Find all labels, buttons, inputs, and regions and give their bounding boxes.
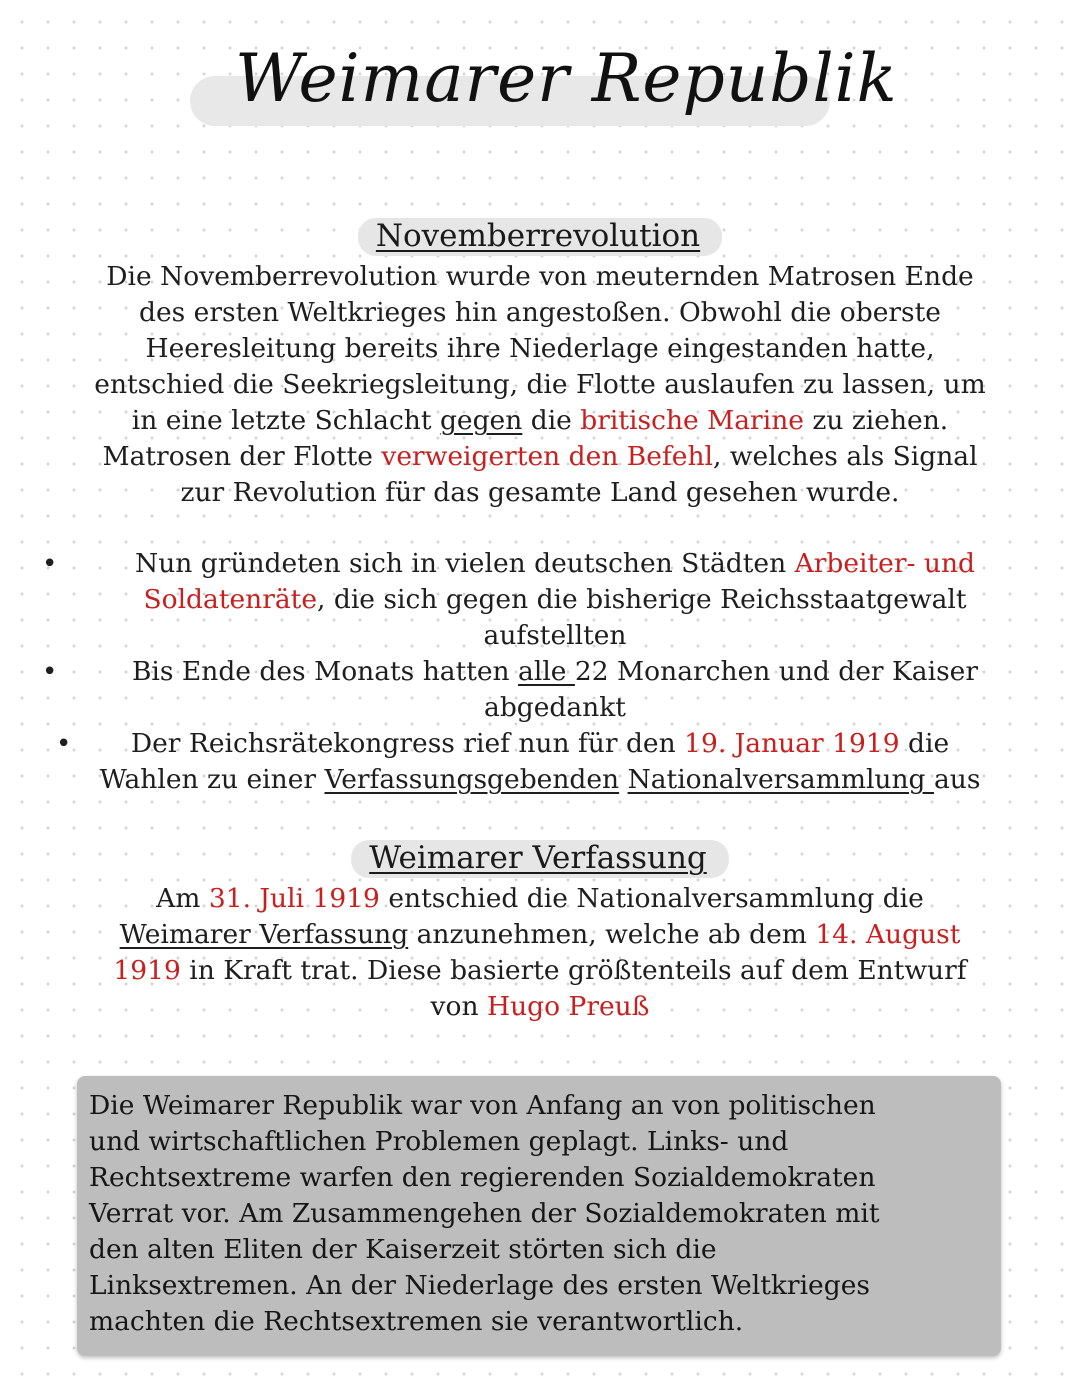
text-segment: Wahlen zu einer <box>99 764 325 795</box>
highlighted-term: verweigerten den Befehl <box>381 441 714 472</box>
text-line <box>30 726 1050 762</box>
highlighted-term: Soldatenräte <box>143 584 318 615</box>
text-line <box>60 582 1050 618</box>
text-line <box>30 762 1050 798</box>
summary-line: Verrat vor. Am Zusammengehen der Sozialdemokraten mit <box>89 1198 880 1229</box>
text-line <box>30 953 1050 989</box>
summary-line: Rechtsextreme warfen den regierenden Sozialdemokraten <box>89 1162 876 1193</box>
text-line <box>30 439 1050 475</box>
bullet-item-monarchen <box>30 654 1050 726</box>
bullet-dot: • <box>42 657 58 687</box>
text-segment: in Kraft trat. Diese basierte größtenteils auf dem Entwurf <box>180 955 967 986</box>
bullet-item-reichsraetekongress <box>30 726 1050 798</box>
section-heading-text: Novemberrevolution <box>358 218 722 256</box>
paragraph-novemberrevolution <box>30 259 1050 511</box>
text-line <box>60 654 1050 690</box>
text-segment: Am <box>156 883 209 914</box>
text-line <box>30 475 1050 511</box>
text-segment: in eine letzte Schlacht <box>131 405 440 436</box>
highlighted-term: 1919 <box>113 955 181 986</box>
underlined-term: gegen <box>439 405 523 436</box>
section-heading-novemberrevolution <box>0 218 1080 254</box>
bullet-list <box>30 546 1050 798</box>
text-segment: die <box>522 405 581 436</box>
underlined-term: alle <box>518 656 575 687</box>
text-line <box>30 259 1050 295</box>
text-segment: des ersten Weltkrieges hin angestoßen. Obwohl die oberste <box>139 297 941 328</box>
text-segment: zu ziehen. <box>803 405 949 436</box>
underlined-term: Weimarer Verfassung <box>119 919 409 950</box>
text-line <box>60 690 1050 726</box>
highlighted-term: 14. August <box>815 919 961 950</box>
text-segment: Matrosen der Flotte <box>102 441 382 472</box>
text-segment: Nun gründeten sich in vielen deutschen Städten <box>135 548 795 579</box>
page-title: Weimarer Republik <box>235 40 898 117</box>
text-segment: abgedankt <box>484 692 626 723</box>
underlined-term: Verfassungsgebenden <box>324 764 620 795</box>
summary-line: Linksextremen. An der Niederlage des ersten Weltkrieges <box>89 1270 870 1301</box>
text-line <box>30 403 1050 439</box>
bullet-text <box>30 654 1050 726</box>
highlighted-term: Arbeiter- und <box>794 548 975 579</box>
title-block <box>190 40 898 180</box>
text-segment: entschied die Nationalversammlung die <box>379 883 924 914</box>
text-line <box>60 546 1050 582</box>
underlined-term: Nationalversammlung <box>627 764 934 795</box>
text-segment: zur Revolution für das gesamte Land gesehen wurde. <box>180 477 900 508</box>
text-segment: Der Reichsrätekongress rief nun für den <box>130 728 685 759</box>
text-segment: , die sich gegen die bisherige Reichsstaatgewalt <box>317 584 967 615</box>
bullet-text <box>30 546 1050 654</box>
summary-line: Die Weimarer Republik war von Anfang an von politischen <box>89 1090 876 1121</box>
bullet-text <box>30 726 1050 798</box>
paragraph-weimarer-verfassung <box>30 881 1050 1025</box>
text-line <box>60 618 1050 654</box>
highlighted-term: 31. Juli 1919 <box>208 883 380 914</box>
text-segment: Heeresleitung bereits ihre Niederlage eingestanden hatte, <box>145 333 935 364</box>
text-segment: anzunehmen, welche ab dem <box>408 919 816 950</box>
summary-text <box>89 1088 879 1340</box>
text-segment: Die Novemberrevolution wurde von meuternden Matrosen Ende <box>106 261 974 292</box>
text-segment: von <box>430 991 487 1022</box>
section-heading-weimarer-verfassung <box>0 840 1080 876</box>
text-line <box>30 367 1050 403</box>
text-segment <box>619 764 627 795</box>
text-segment: Bis Ende des Monats hatten <box>131 656 519 687</box>
bullet-dot: • <box>56 729 72 759</box>
text-segment: die <box>899 728 950 759</box>
text-line <box>30 989 1050 1025</box>
text-line <box>30 881 1050 917</box>
highlighted-term: britische Marine <box>580 405 804 436</box>
summary-box <box>77 1076 1001 1356</box>
bullet-item-raete <box>30 546 1050 654</box>
highlighted-term: 19. Januar 1919 <box>684 728 900 759</box>
text-segment: , welches als Signal <box>713 441 978 472</box>
text-segment: aus <box>933 764 981 795</box>
highlighted-term: Hugo Preuß <box>486 991 650 1022</box>
text-line <box>30 295 1050 331</box>
summary-line: und wirtschaftlichen Problemen geplagt. Links- und <box>89 1126 789 1157</box>
section-heading-text: Weimarer Verfassung <box>351 840 729 878</box>
bullet-dot: • <box>42 549 58 579</box>
text-segment: 22 Monarchen und der Kaiser <box>574 656 979 687</box>
text-line <box>30 917 1050 953</box>
summary-line: den alten Eliten der Kaiserzeit störten sich die <box>89 1234 717 1265</box>
text-segment: aufstellten <box>483 620 627 651</box>
text-segment: entschied die Seekriegsleitung, die Flotte auslaufen zu lassen, um <box>94 369 986 400</box>
summary-line: machten die Rechtsextremen sie verantwortlich. <box>89 1306 744 1337</box>
text-line <box>30 331 1050 367</box>
